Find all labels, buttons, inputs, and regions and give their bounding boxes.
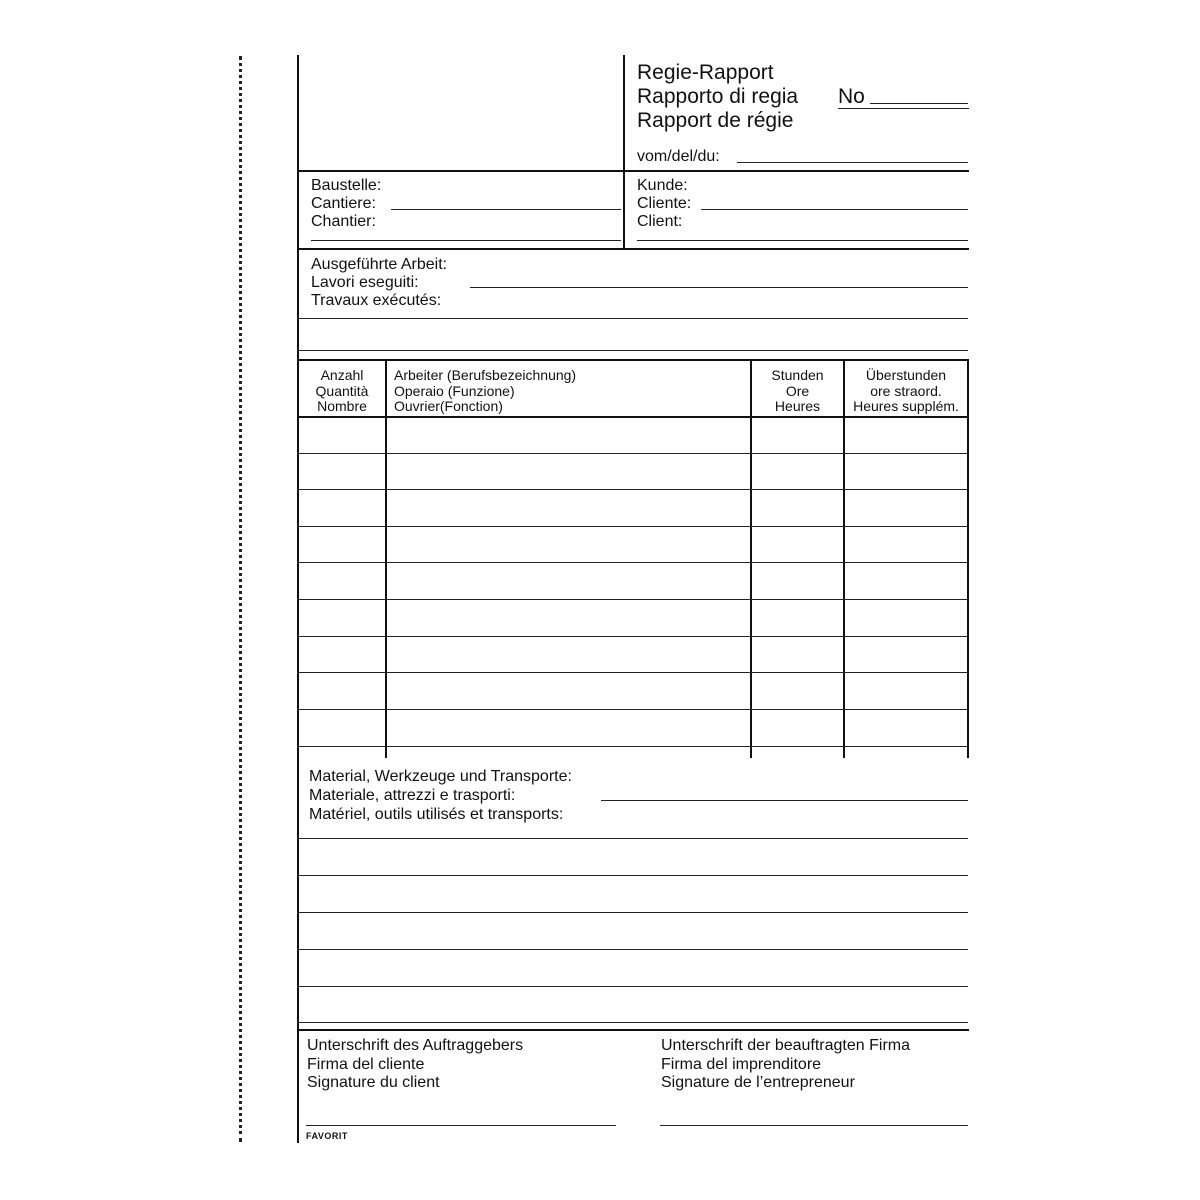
col-overtime-it: ore straord. bbox=[870, 382, 942, 399]
material-label-de: Material, Werkzeuge und Transporte: bbox=[309, 768, 572, 785]
client-signature-field[interactable] bbox=[306, 1125, 616, 1126]
title-fr: Rapport de régie bbox=[637, 109, 794, 132]
number-label: No bbox=[838, 85, 865, 108]
title-de: Regie-Rapport bbox=[637, 61, 774, 84]
table-row[interactable] bbox=[297, 562, 968, 563]
site-label-it: Cantiere: bbox=[311, 195, 376, 212]
work-label-fr: Travaux exécutés: bbox=[311, 292, 442, 309]
material-field-2[interactable] bbox=[297, 838, 968, 839]
col-overtime-de: Überstunden bbox=[865, 367, 947, 383]
header-bottom-rule bbox=[297, 170, 969, 172]
col-hours-fr: Heures bbox=[774, 398, 821, 414]
site-bottom-rule bbox=[297, 248, 969, 250]
date-label: vom/del/du: bbox=[637, 148, 720, 165]
col-worker-it: Operaio (Funzione) bbox=[394, 382, 515, 399]
client-signature-it: Firma del cliente bbox=[307, 1056, 425, 1073]
col-quantity-it: Quantità bbox=[315, 382, 369, 399]
col-quantity-de: Anzahl bbox=[320, 367, 364, 383]
perforation-line bbox=[239, 56, 242, 1142]
col-header-overtime bbox=[845, 368, 967, 415]
work-field-3[interactable] bbox=[297, 350, 968, 351]
date-field[interactable] bbox=[737, 162, 968, 163]
col-quantity-fr: Nombre bbox=[317, 398, 367, 414]
table-col-divider-3 bbox=[843, 359, 845, 758]
table-header-rule bbox=[297, 416, 969, 418]
client-signature-de: Unterschrift des Auftraggebers bbox=[307, 1037, 524, 1054]
customer-label-it: Cliente: bbox=[637, 195, 692, 212]
table-row[interactable] bbox=[297, 489, 968, 490]
work-field-2[interactable] bbox=[297, 318, 968, 319]
col-worker-fr: Ouvrier(Fonction) bbox=[394, 398, 503, 414]
brand-label: FAVORIT bbox=[306, 1131, 348, 1141]
material-field-6[interactable] bbox=[297, 986, 968, 987]
work-label-de: Ausgeführte Arbeit: bbox=[311, 256, 448, 273]
client-signature-fr: Signature du client bbox=[307, 1074, 440, 1091]
table-row[interactable] bbox=[297, 599, 968, 600]
table-row[interactable] bbox=[297, 636, 968, 637]
material-field-4[interactable] bbox=[297, 912, 968, 913]
table-row[interactable] bbox=[297, 526, 968, 527]
title-it: Rapporto di regia bbox=[637, 85, 799, 108]
material-field-7[interactable] bbox=[297, 1022, 968, 1023]
contractor-signature-de: Unterschrift der beauftragten Firma bbox=[661, 1037, 910, 1054]
material-field-5[interactable] bbox=[297, 949, 968, 950]
contractor-signature-it: Firma del imprenditore bbox=[661, 1056, 822, 1073]
col-worker-de: Arbeiter (Berufsbezeichnung) bbox=[394, 367, 577, 383]
work-label-it: Lavori eseguiti: bbox=[311, 274, 419, 291]
table-col-divider-2 bbox=[750, 359, 752, 758]
customer-label-de: Kunde: bbox=[637, 177, 688, 194]
site-field-2[interactable] bbox=[311, 240, 621, 241]
col-hours-it: Ore bbox=[785, 382, 810, 399]
table-row[interactable] bbox=[297, 709, 968, 710]
table-col-divider-1 bbox=[385, 359, 387, 758]
col-overtime-fr: Heures supplém. bbox=[853, 398, 959, 414]
table-row[interactable] bbox=[297, 453, 968, 454]
table-row[interactable] bbox=[297, 672, 968, 673]
col-header-worker bbox=[394, 368, 576, 415]
col-header-quantity bbox=[299, 368, 385, 415]
work-field-1[interactable] bbox=[470, 287, 968, 288]
table-top-rule bbox=[297, 359, 969, 361]
material-label-it: Materiale, attrezzi e trasporti: bbox=[309, 787, 516, 804]
table-right-border bbox=[967, 359, 969, 758]
site-label-de: Baustelle: bbox=[311, 177, 382, 194]
number-field[interactable] bbox=[870, 103, 968, 104]
customer-field[interactable] bbox=[701, 209, 968, 210]
signature-top-rule bbox=[297, 1029, 969, 1031]
contractor-signature-field[interactable] bbox=[660, 1125, 968, 1126]
customer-field-2[interactable] bbox=[637, 240, 968, 241]
material-label-fr: Matériel, outils utilisés et transports: bbox=[309, 806, 564, 823]
material-field-1[interactable] bbox=[601, 800, 968, 801]
site-label-fr: Chantier: bbox=[311, 213, 376, 230]
site-field[interactable] bbox=[391, 209, 621, 210]
customer-label-fr: Client: bbox=[637, 213, 683, 230]
col-hours-de: Stunden bbox=[771, 367, 824, 383]
contractor-signature-fr: Signature de l’entrepreneur bbox=[661, 1074, 855, 1091]
number-underline bbox=[838, 108, 969, 109]
material-field-3[interactable] bbox=[297, 875, 968, 876]
header-divider bbox=[623, 55, 625, 250]
col-header-hours bbox=[752, 368, 843, 415]
table-row[interactable] bbox=[297, 746, 968, 747]
